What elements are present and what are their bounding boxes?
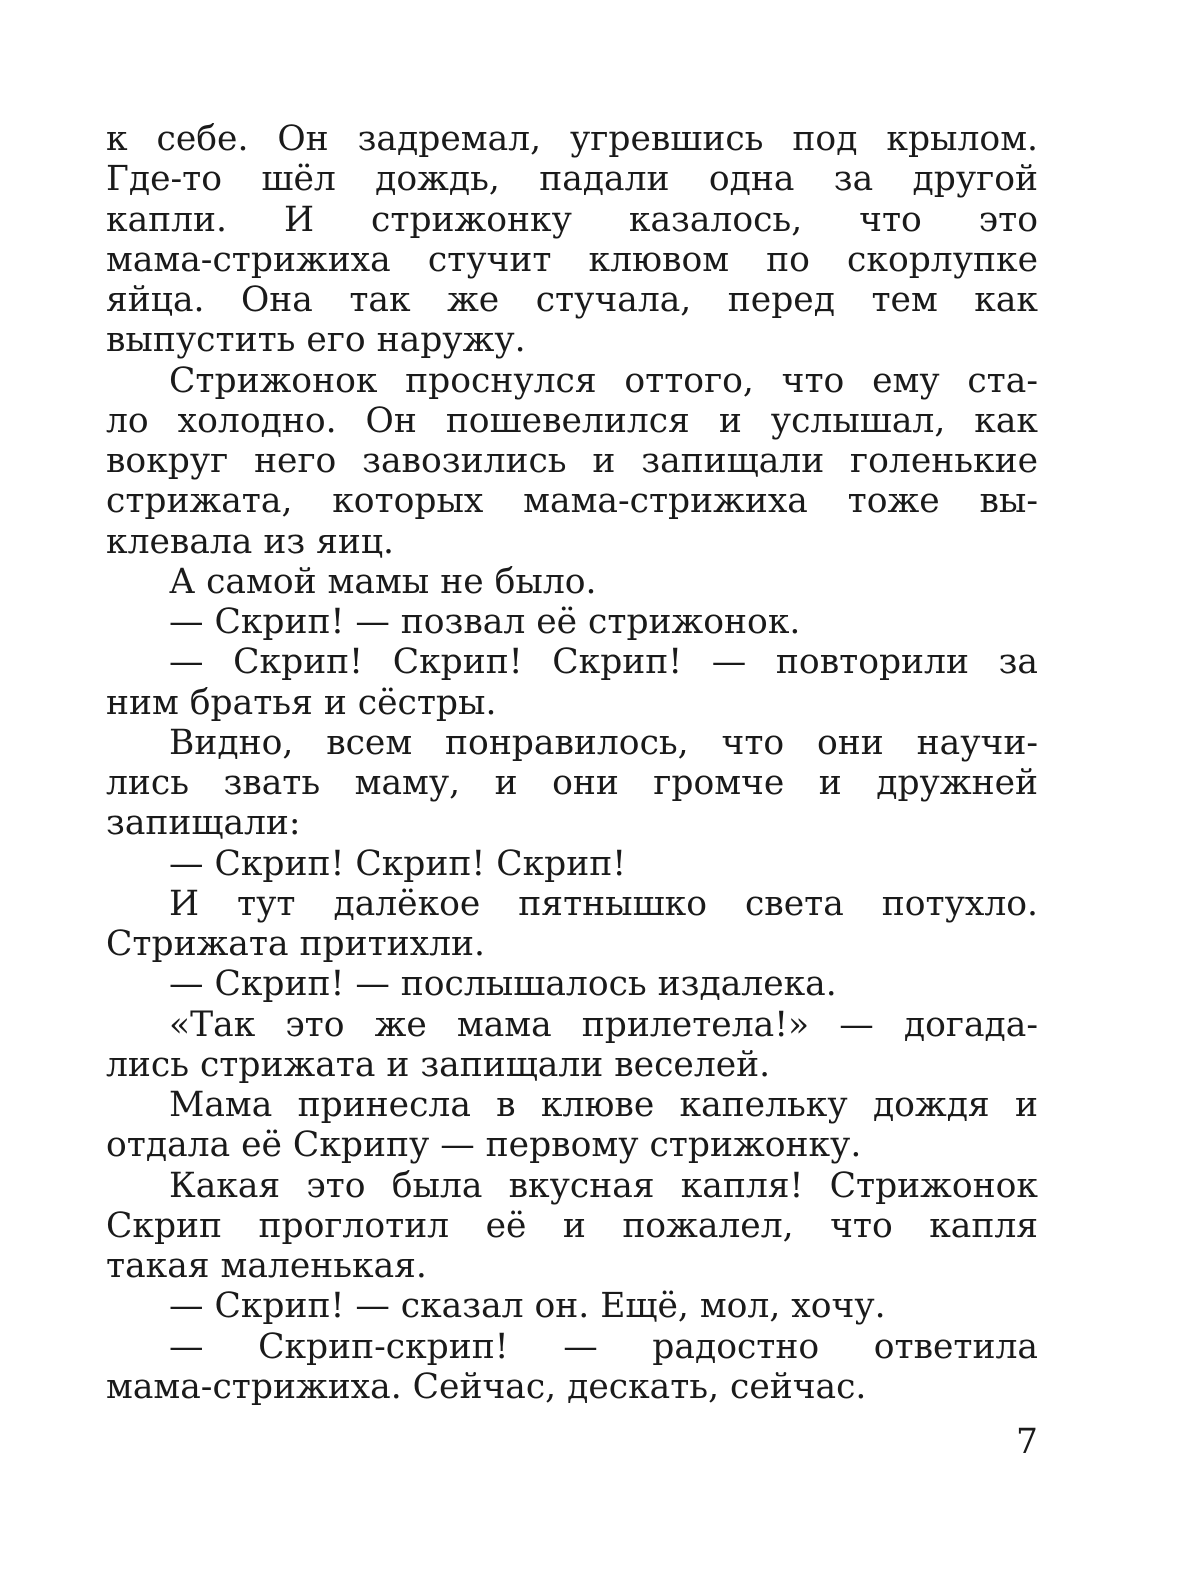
text-line: запищали: [106, 803, 301, 844]
story-text [106, 119, 1038, 1407]
text-line: — Скрип! Скрип! Скрип! [169, 843, 627, 884]
text-line: лись стрижата и запищали веселей. [106, 1044, 771, 1085]
text-line: капли. И стрижонку казалось, что это [106, 199, 1038, 240]
text-line: выпустить его наружу. [106, 320, 526, 361]
text-line: лись звать маму, и они громче и дружней [106, 763, 1038, 803]
text-line: И тут далёкое пятнышко света потухло. [169, 883, 1038, 924]
text-line: ним братья и сёстры. [106, 682, 497, 723]
text-line: Стрижонок проснулся оттого, что ему ста- [169, 360, 1038, 401]
text-line: Мама принесла в клюве капельку дождя и [169, 1085, 1038, 1125]
text-line: такая маленькая. [106, 1246, 427, 1286]
text-line: стрижата, которых мама-стрижиха тоже вы- [106, 481, 1038, 522]
text-line: — Скрип! — сказал он. Ещё, мол, хочу. [169, 1286, 886, 1327]
text-line: — Скрип! — послышалось издалека. [169, 964, 837, 1005]
text-line: — Скрип-скрип! — радостно ответила [169, 1326, 1038, 1367]
text-line: клевала из яиц. [106, 521, 395, 562]
text-line: — Скрип! Скрип! Скрип! — повторили за [169, 642, 1038, 683]
text-line: Где-то шёл дождь, падали одна за другой [106, 159, 1038, 200]
text-line: Скрип проглотил её и пожалел, что капля [106, 1205, 1038, 1246]
text-line: вокруг него завозились и запищали голенькие [106, 441, 1038, 481]
text-line: мама-стрижиха. Сейчас, дескать, сейчас. [106, 1366, 867, 1407]
text-line: отдала её Скрипу — первому стрижонку. [106, 1125, 862, 1166]
text-line: ло холодно. Он пошевелился и услышал, как [106, 400, 1038, 441]
text-line: к себе. Он задремал, угревшись под крылом. [106, 119, 1038, 159]
text-line: мама-стрижиха стучит клювом по скорлупке [106, 239, 1038, 280]
text-line: Видно, всем понравилось, что они научи- [169, 722, 1038, 763]
text-line: А самой мамы не было. [169, 561, 597, 602]
text-line: — Скрип! — позвал её стрижонок. [169, 602, 801, 642]
text-line: яйца. Она так же стучала, перед тем как [106, 280, 1038, 320]
text-line: Какая это была вкусная капля! Стрижонок [169, 1165, 1038, 1206]
page-number: 7 [1016, 1422, 1038, 1462]
text-line: «Так это же мама прилетела!» — догада- [169, 1004, 1038, 1045]
text-line: Стрижата притихли. [106, 924, 485, 964]
